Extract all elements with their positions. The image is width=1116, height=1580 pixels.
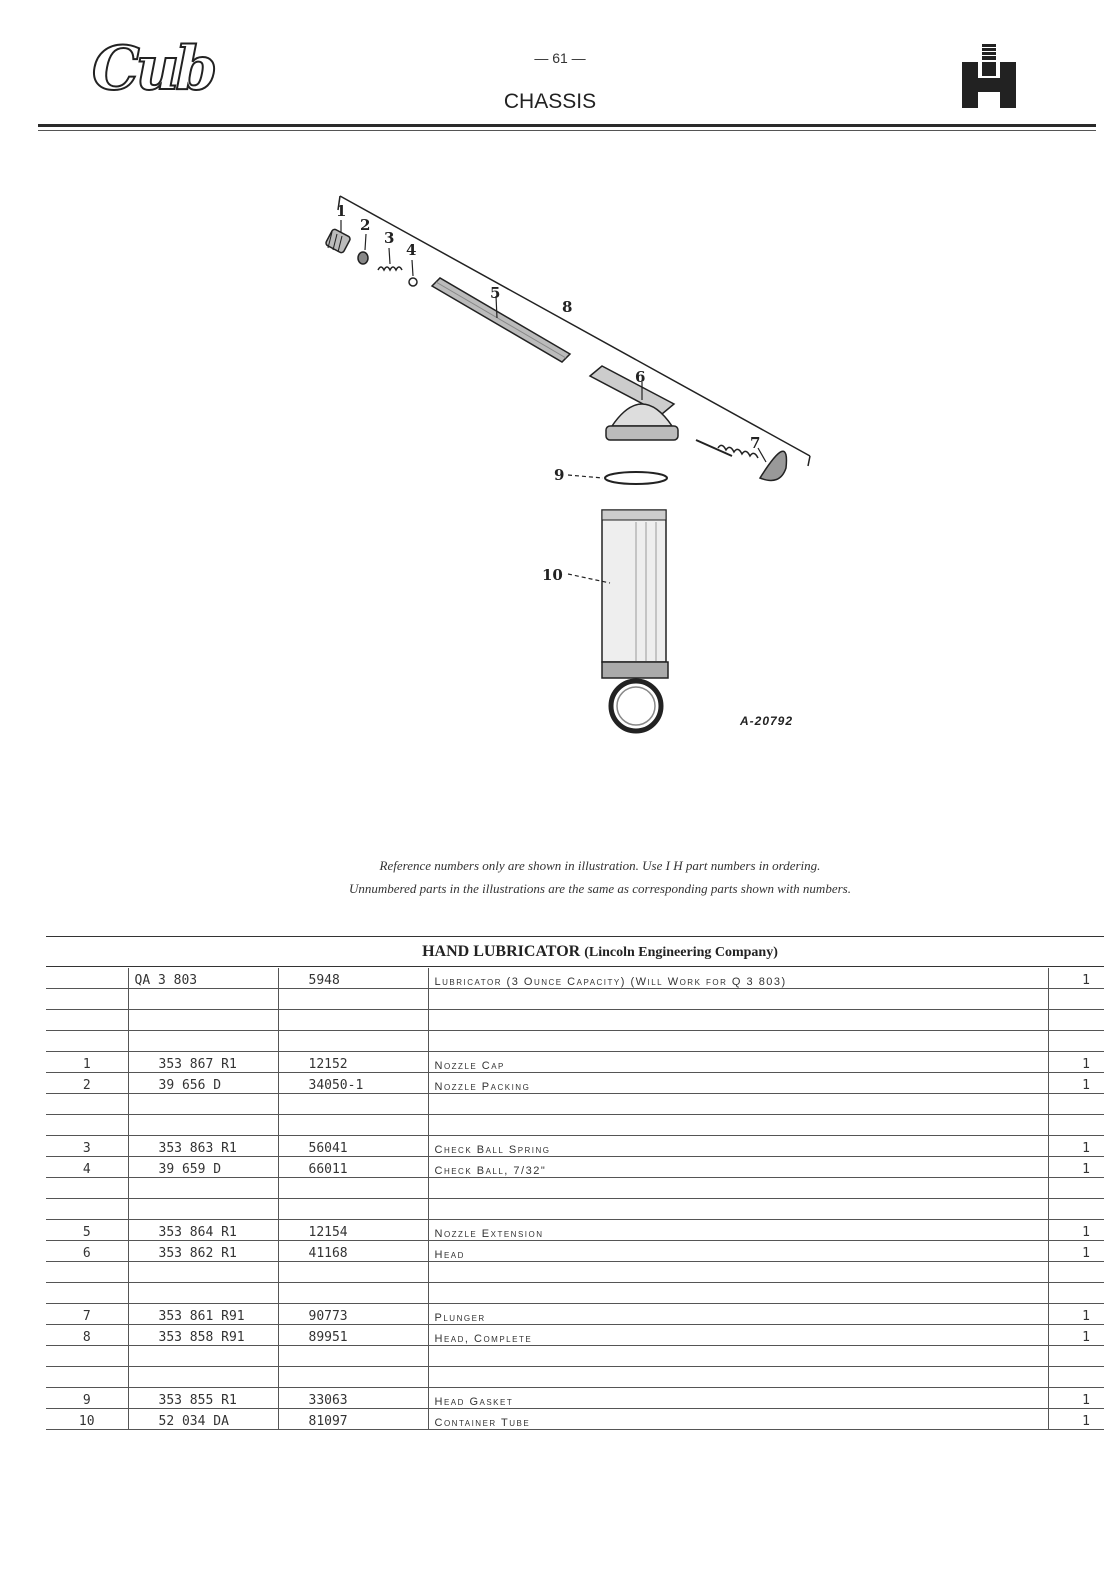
description-cell: Check Ball, 7/32"	[428, 1157, 1048, 1178]
ih-part-cell: 353 861 R91	[128, 1304, 278, 1325]
reference-note: Reference numbers only are shown in illustration. Use I H part numbers in ordering.	[379, 858, 821, 873]
ih-part-cell: 353 862 R1	[128, 1241, 278, 1262]
table-row	[46, 1052, 1104, 1073]
mfr-part-cell: 66011	[278, 1157, 428, 1178]
figure-label: A-20792	[740, 714, 794, 728]
mfr-part-cell: 33063	[278, 1388, 428, 1409]
lubricator-exploded-diagram	[320, 186, 820, 746]
description-cell: Nozzle Extension	[428, 1220, 1048, 1241]
page-number: — 61 —	[534, 50, 586, 66]
mfr-part-cell: 12154	[278, 1220, 428, 1241]
description-cell: Container Tube	[428, 1409, 1048, 1430]
mfr-part-cell: 12152	[278, 1052, 428, 1073]
mfr-part-cell: 90773	[278, 1304, 428, 1325]
ref-cell: 10	[46, 1409, 128, 1430]
callout-number: 3	[384, 229, 395, 247]
qty-cell: 1	[1048, 1409, 1104, 1430]
qty-cell: 1	[1048, 1325, 1104, 1346]
parts-rule	[46, 936, 1104, 937]
description-cell: Check Ball Spring	[428, 1136, 1048, 1157]
callout-number: 1	[336, 202, 347, 220]
ih-part-cell: 353 855 R1	[128, 1388, 278, 1409]
qty-cell: 1	[1048, 1241, 1104, 1262]
parts-list-title	[300, 943, 900, 961]
table-row	[46, 1409, 1104, 1430]
table-row	[46, 1388, 1104, 1409]
ref-cell: 2	[46, 1073, 128, 1094]
callout-number: 8	[562, 298, 573, 316]
description-cell: Nozzle Packing	[428, 1073, 1048, 1094]
mfr-part-cell: 5948	[278, 968, 428, 989]
callout-number: 4	[406, 241, 417, 259]
nozzle-extension-part	[432, 278, 573, 362]
mfr-part-cell: 41168	[278, 1241, 428, 1262]
callout-number: 10	[542, 566, 563, 584]
ih-part-cell: 353 858 R91	[128, 1325, 278, 1346]
container-tube-part	[602, 510, 668, 731]
page-title: CHASSIS	[503, 90, 597, 113]
plunger-part	[696, 440, 786, 480]
parts-title-sub: (Lincoln Engineering Company)	[584, 945, 778, 960]
qty-cell: 1	[1048, 1304, 1104, 1325]
qty-cell: 1	[1048, 1073, 1104, 1094]
table-row	[46, 1325, 1104, 1346]
ref-cell: 8	[46, 1325, 128, 1346]
qty-cell: 1	[1048, 1220, 1104, 1241]
table-row	[46, 1241, 1104, 1262]
mfr-part-cell: 56041	[278, 1136, 428, 1157]
qty-cell: 1	[1048, 1136, 1104, 1157]
ih-part-cell: 39 659 D	[128, 1157, 278, 1178]
ref-cell: 7	[46, 1304, 128, 1325]
ref-cell: 1	[46, 1052, 128, 1073]
description-cell: Head Gasket	[428, 1388, 1048, 1409]
callout-number: 7	[750, 434, 761, 452]
ih-part-cell: 353 867 R1	[128, 1052, 278, 1073]
ih-part-cell: QA 3 803	[128, 968, 278, 989]
ih-logo-icon	[962, 44, 1018, 110]
cub-logo: Cub	[92, 34, 214, 104]
qty-cell: 1	[1048, 1052, 1104, 1073]
nozzle-cap-part	[325, 228, 351, 253]
table-row	[46, 968, 1104, 989]
callout-number: 9	[554, 466, 565, 484]
ref-cell	[46, 968, 128, 989]
qty-cell: 1	[1048, 1157, 1104, 1178]
parts-table	[46, 968, 1104, 1430]
callout-number: 5	[490, 284, 501, 302]
parts-rule	[46, 966, 1104, 967]
table-row	[46, 1073, 1104, 1094]
ih-part-cell: 52 034 DA	[128, 1409, 278, 1430]
table-row	[46, 1220, 1104, 1241]
ih-part-cell: 39 656 D	[128, 1073, 278, 1094]
callout-number: 2	[360, 216, 371, 234]
ref-cell: 9	[46, 1388, 128, 1409]
head-part	[590, 366, 678, 440]
header-rule	[38, 124, 1096, 127]
ih-part-cell: 353 863 R1	[128, 1136, 278, 1157]
description-cell: Plunger	[428, 1304, 1048, 1325]
table-row	[46, 1136, 1104, 1157]
table-row	[46, 1304, 1104, 1325]
mfr-part-cell: 81097	[278, 1409, 428, 1430]
description-cell: Nozzle Cap	[428, 1052, 1048, 1073]
mfr-part-cell: 34050-1	[278, 1073, 428, 1094]
callout-number: 6	[635, 368, 646, 386]
ref-cell: 5	[46, 1220, 128, 1241]
description-cell: Lubricator (3 Ounce Capacity) (Will Work for Q 3 803)	[428, 968, 1048, 989]
description-cell: Head	[428, 1241, 1048, 1262]
ih-part-cell: 353 864 R1	[128, 1220, 278, 1241]
table-row	[46, 1157, 1104, 1178]
ref-cell: 4	[46, 1157, 128, 1178]
parts-title-main: HAND LUBRICATOR	[422, 943, 581, 960]
ref-cell: 3	[46, 1136, 128, 1157]
reference-note: Unnumbered parts in the illustrations are the same as corresponding parts shown with numbers.	[349, 881, 851, 896]
ref-cell: 6	[46, 1241, 128, 1262]
qty-cell: 1	[1048, 968, 1104, 989]
description-cell: Head, Complete	[428, 1325, 1048, 1346]
mfr-part-cell: 89951	[278, 1325, 428, 1346]
qty-cell: 1	[1048, 1388, 1104, 1409]
header-rule-thin	[38, 130, 1096, 131]
